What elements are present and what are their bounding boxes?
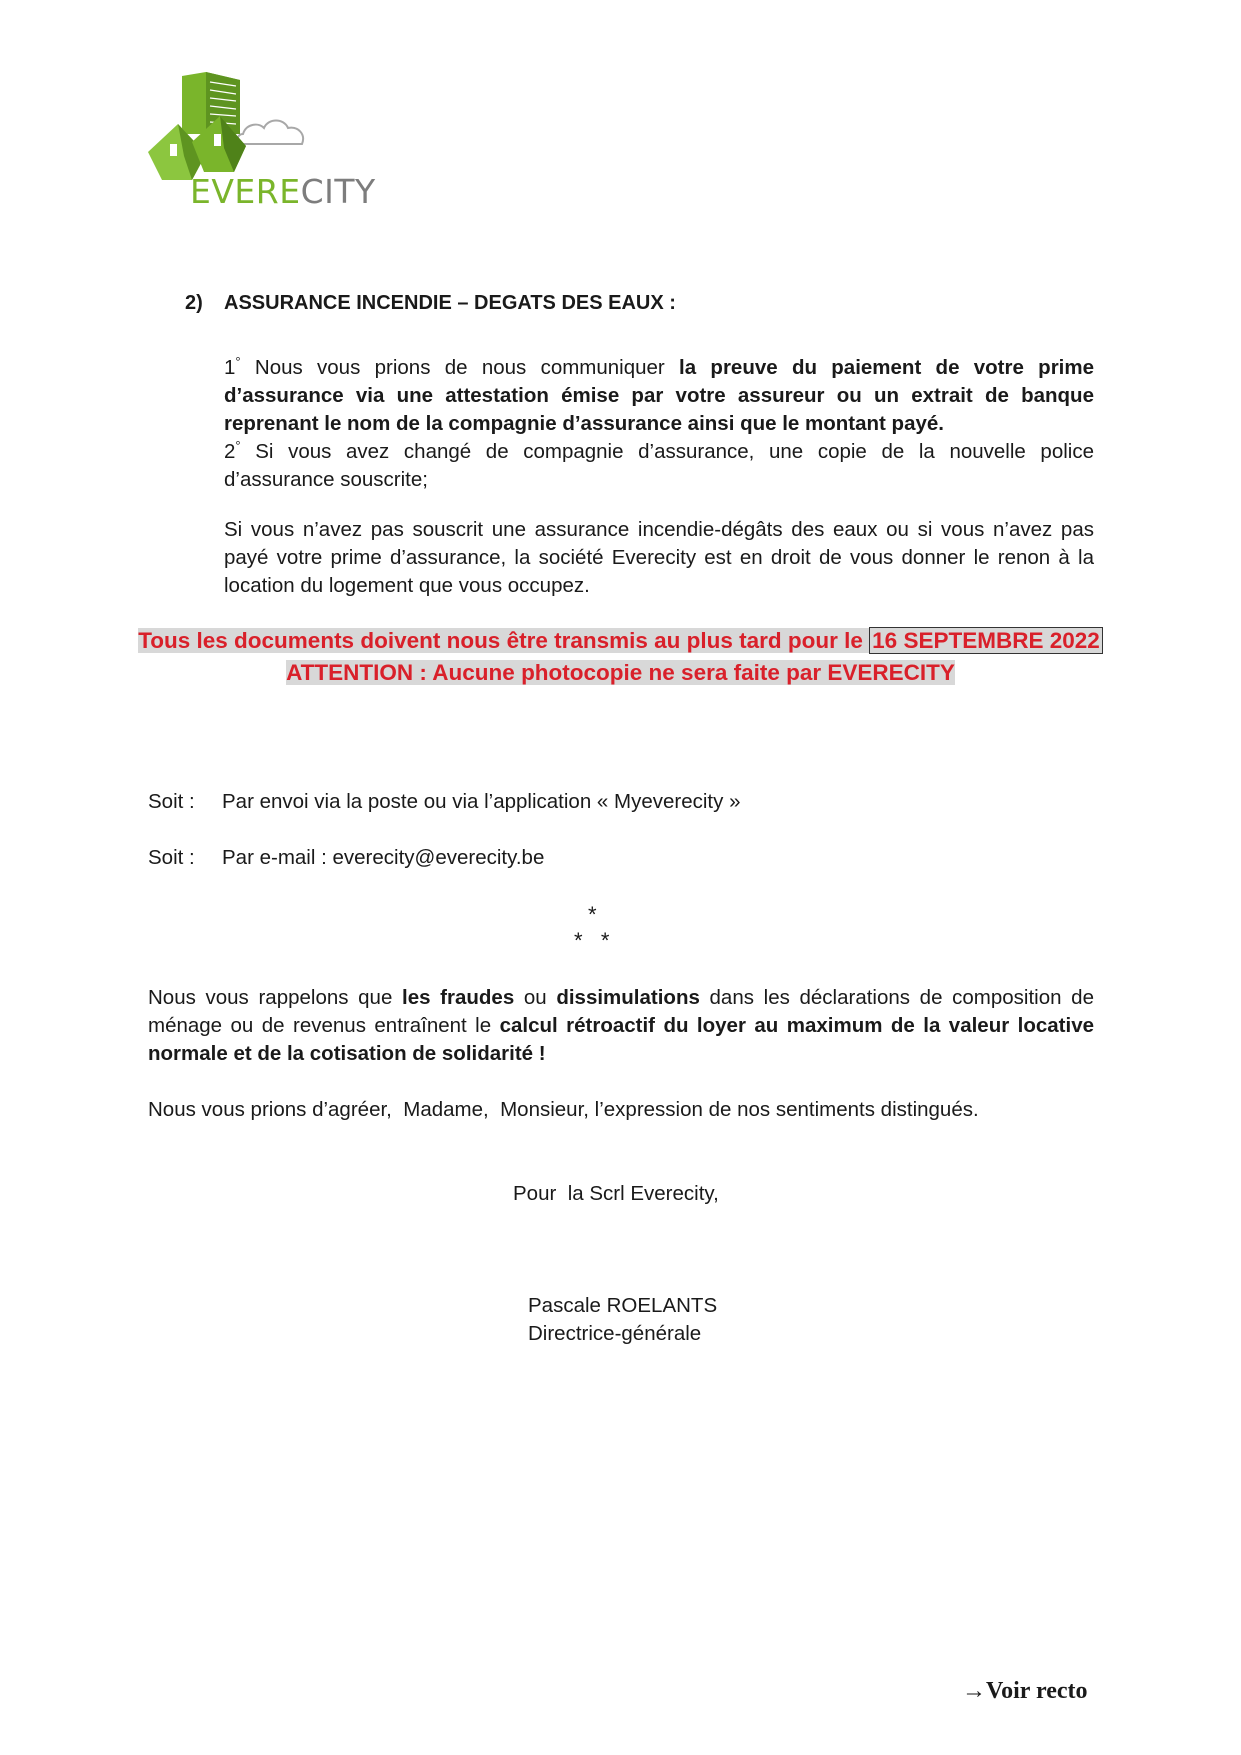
warning-paragraph: Si vous n’avez pas souscrit une assurance incendie-dégâts des eaux ou si vous n’avez pas payé votre prime d’assurance, la société Everecity est en droit de vous donner le renon à la location du logement que vous occupez. bbox=[224, 518, 1094, 597]
fraud-bold-3: calcul rétroactif du loyer au maximum de la valeur locative normale et de la cotisation de solidarité ! bbox=[148, 1014, 1094, 1065]
closing-text: Nous vous prions d’agréer, Madame, Monsieur, l’expression de nos sentiments distingués. bbox=[148, 1098, 979, 1121]
logo-text-evere: EVERE bbox=[190, 172, 301, 211]
signatory-name: Pascale ROELANTS bbox=[528, 1294, 718, 1317]
item-1-paragraph bbox=[224, 348, 1094, 438]
item-1-bold-text: la preuve du paiement de votre prime d’assurance via une attestation émise par votre assureur ou un extrait de banque reprenant le nom de la compagnie d’assurance ainsi que le montant payé. bbox=[224, 355, 1094, 435]
option-2-label: Soit : bbox=[148, 846, 195, 869]
voir-recto-text: Voir recto bbox=[986, 1678, 1088, 1704]
option-1-text: Par envoi via la poste ou via l’application « Myeverecity » bbox=[222, 790, 741, 813]
item-2-number: 2 bbox=[224, 439, 236, 463]
section-number: 2) bbox=[185, 292, 203, 314]
item-1-degree: ° bbox=[235, 354, 241, 369]
fraud-text-1: Nous vous rappelons que bbox=[148, 986, 403, 1009]
fraud-paragraph bbox=[148, 984, 1094, 1068]
fraud-bold-1: les fraudes bbox=[402, 986, 515, 1009]
item-2-degree: ° bbox=[235, 438, 241, 453]
fraud-bold-2: dissimulations bbox=[556, 986, 700, 1009]
voir-recto bbox=[962, 1678, 1088, 1705]
section-title: ASSURANCE INCENDIE – DEGATS DES EAUX : bbox=[224, 292, 676, 314]
separator-stars-bottom: * * bbox=[574, 928, 610, 953]
everecity-logo bbox=[148, 72, 378, 214]
item-1-number: 1 bbox=[224, 355, 236, 379]
item-2-paragraph bbox=[224, 432, 1094, 494]
logo-wordmark bbox=[190, 172, 376, 211]
separator-star-top: * bbox=[588, 902, 597, 927]
signatory-role: Directrice-générale bbox=[528, 1322, 702, 1345]
item-2-text: Si vous avez changé de compagnie d’assurance, une copie de la nouvelle police d’assurance souscrite; bbox=[224, 439, 1094, 491]
fraud-text-2: ou bbox=[514, 986, 557, 1009]
attention-text: ATTENTION : Aucune photocopie ne sera faite par EVERECITY bbox=[286, 660, 955, 685]
deadline-date: 16 SEPTEMBRE 2022 bbox=[869, 627, 1103, 654]
signoff-text: Pour la Scrl Everecity, bbox=[513, 1182, 719, 1205]
logo-text-city: CITY bbox=[300, 172, 376, 211]
deadline-text: Tous les documents doivent nous être transmis au plus tard pour le bbox=[138, 628, 870, 653]
arrow-right-icon: → bbox=[962, 1678, 986, 1704]
item-1-text: Nous vous prions de nous communiquer bbox=[240, 355, 680, 379]
option-2-text: Par e-mail : everecity@everecity.be bbox=[222, 846, 545, 869]
option-1-label: Soit : bbox=[148, 790, 195, 813]
attention-line bbox=[0, 660, 1241, 686]
fraud-text-3: dans les déclarations de composition de ménage ou de revenus entraînent le bbox=[148, 986, 1094, 1037]
deadline-line bbox=[0, 628, 1241, 654]
